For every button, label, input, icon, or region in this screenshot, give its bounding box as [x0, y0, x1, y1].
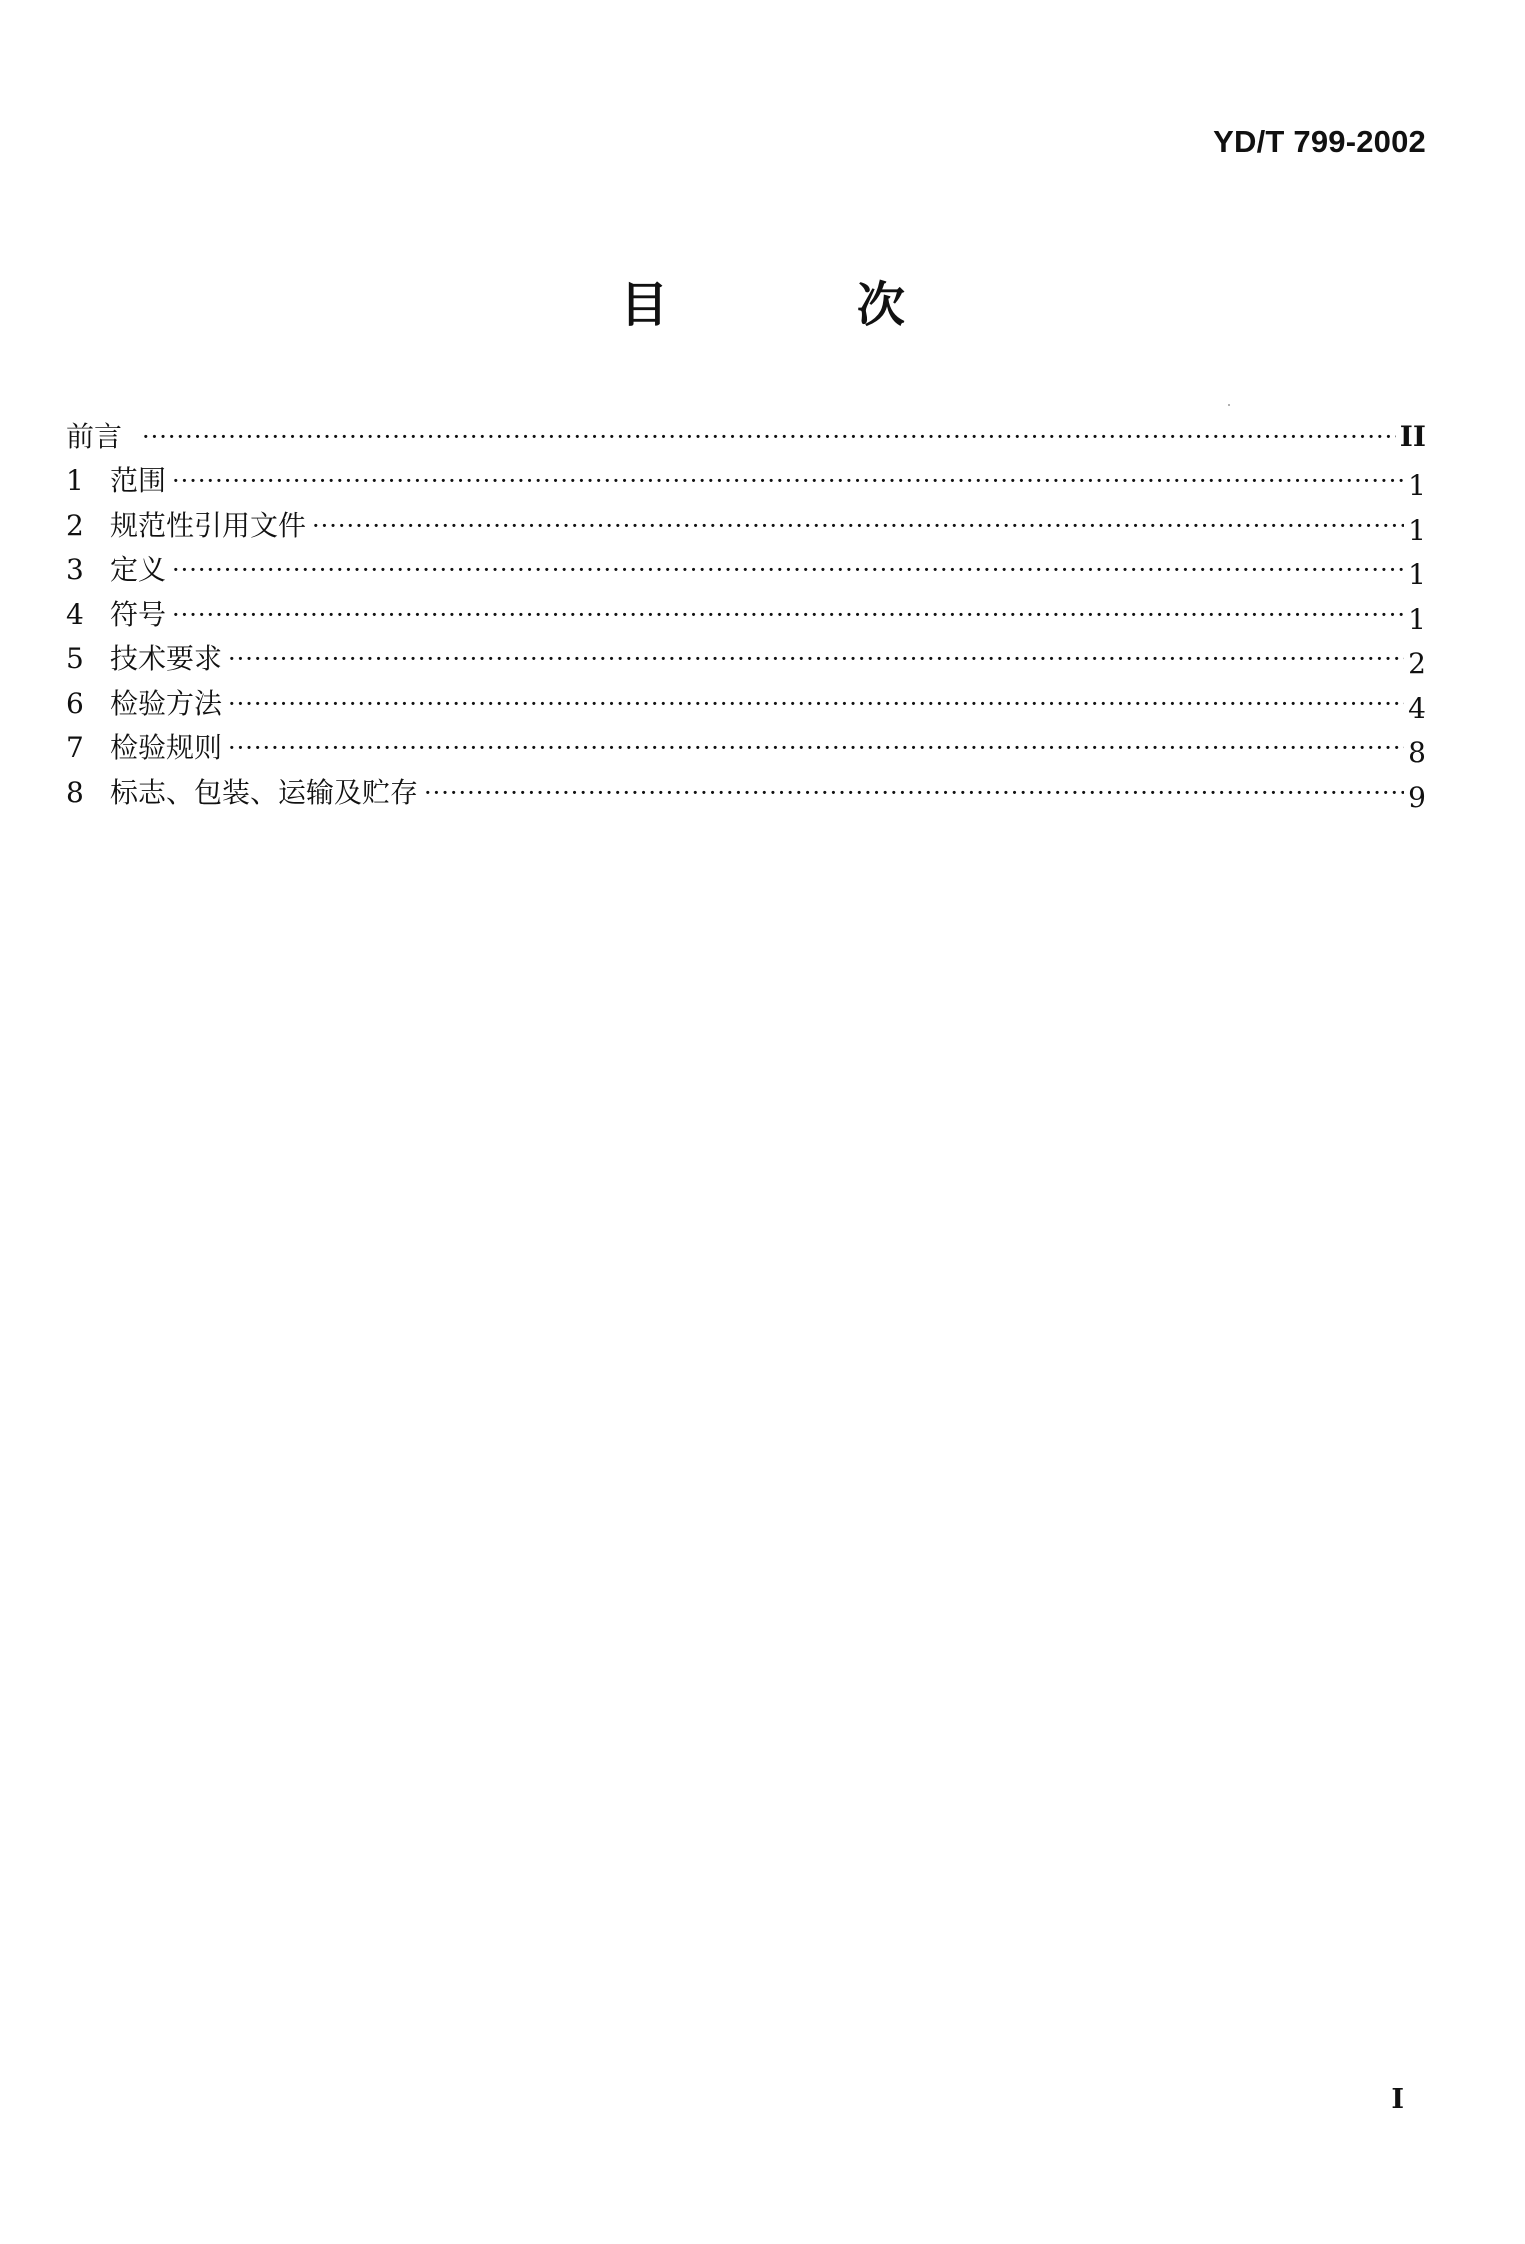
- toc-leader-dots: [142, 420, 1396, 454]
- toc-entry-number: 8: [66, 775, 84, 809]
- toc-entry-label: 标志、包装、运输及贮存: [110, 775, 419, 809]
- table-of-contents: [66, 409, 1426, 814]
- toc-leader-dots: [228, 731, 1404, 765]
- toc-entry-number: 2: [66, 508, 84, 542]
- toc-entry-page: 1: [1408, 558, 1426, 591]
- toc-leader-dots: [312, 509, 1404, 543]
- toc-entry-number: 6: [66, 686, 84, 720]
- toc-entry-inspection-rules[interactable]: [66, 721, 1426, 769]
- toc-entry-page: 9: [1408, 780, 1426, 814]
- toc-entry-number: 4: [66, 597, 84, 631]
- toc-entry-label: 前言: [66, 419, 123, 453]
- toc-entry-label: 规范性引用文件: [110, 508, 307, 542]
- toc-entry-page: 8: [1408, 736, 1426, 769]
- toc-entry-preface[interactable]: [66, 409, 1426, 454]
- document-code: YD/T 799-2002: [1213, 124, 1426, 159]
- toc-entry-symbols[interactable]: [66, 587, 1426, 636]
- toc-leader-dots: [172, 464, 1404, 498]
- toc-leader-dots: [172, 553, 1404, 587]
- toc-entry-number: 1: [66, 464, 84, 497]
- toc-entry-label: 定义: [110, 553, 167, 586]
- toc-entry-number: 3: [66, 553, 84, 586]
- toc-leader-dots: [228, 642, 1404, 676]
- toc-entry-normative-references[interactable]: [66, 498, 1426, 547]
- toc-leader-dots: [172, 598, 1404, 632]
- toc-leader-dots: [424, 776, 1404, 810]
- toc-entry-test-methods[interactable]: [66, 676, 1426, 725]
- scan-speck: [1228, 404, 1230, 406]
- toc-entry-page: 2: [1408, 647, 1426, 680]
- toc-entry-page: 1: [1408, 469, 1426, 502]
- toc-entry-number: 5: [66, 642, 84, 675]
- toc-entry-label: 范围: [110, 464, 167, 497]
- toc-entry-definitions[interactable]: [66, 543, 1426, 591]
- page-number: I: [1391, 2084, 1404, 2115]
- toc-entry-label: 检验方法: [110, 686, 223, 720]
- page-title: 目 次: [620, 277, 991, 333]
- toc-leader-dots: [228, 687, 1404, 721]
- toc-entry-label: 检验规则: [110, 731, 223, 764]
- toc-entry-label: 技术要求: [110, 642, 223, 675]
- toc-entry-page: 1: [1408, 602, 1426, 636]
- toc-entry-number: 7: [66, 731, 84, 764]
- toc-entry-marking-packaging-transport-storage[interactable]: [66, 765, 1426, 814]
- toc-entry-technical-requirements[interactable]: [66, 632, 1426, 680]
- toc-entry-page: 4: [1408, 691, 1426, 725]
- toc-entry-label: 符号: [110, 597, 167, 631]
- toc-entry-scope[interactable]: [66, 454, 1426, 502]
- toc-entry-page: 1: [1408, 513, 1426, 547]
- toc-entry-page: II: [1399, 419, 1426, 453]
